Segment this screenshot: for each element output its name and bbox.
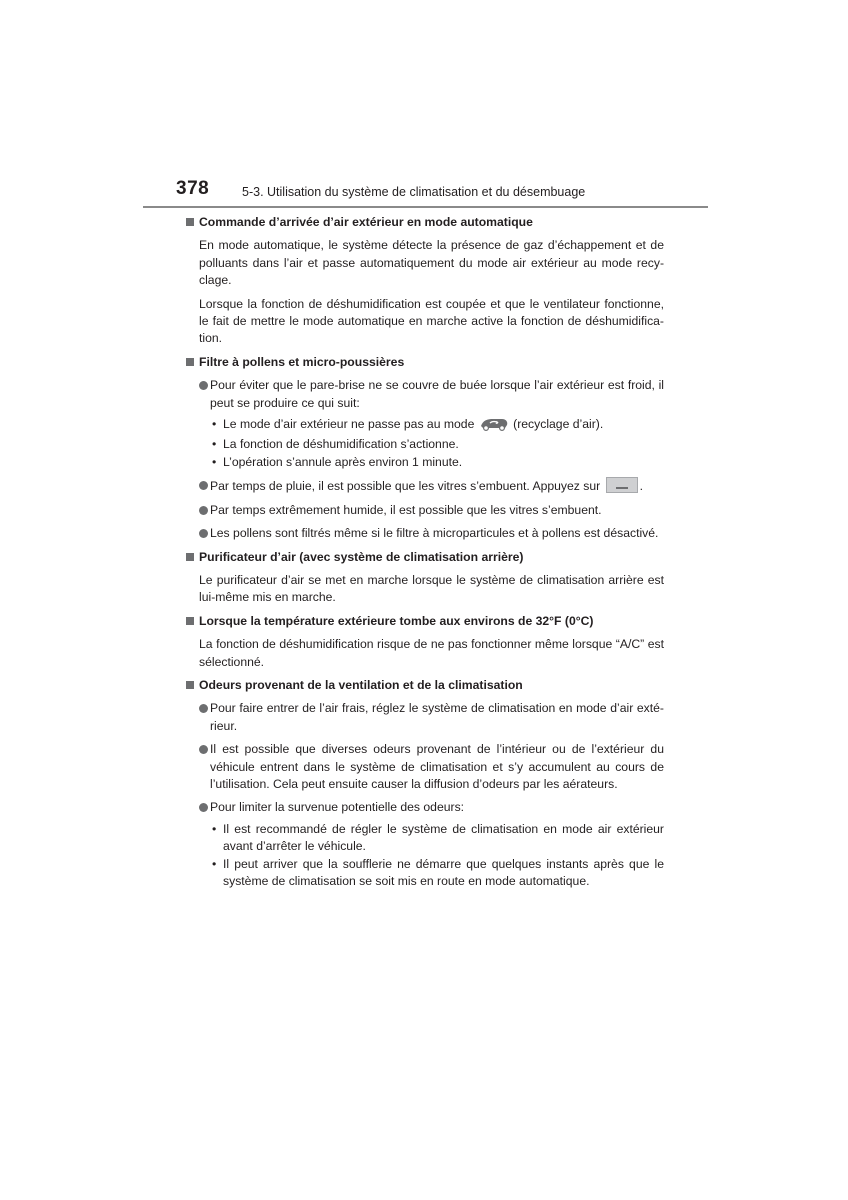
list-item [210, 377, 664, 412]
page-number: 378 [176, 178, 210, 199]
list-item-text: Pour éviter que le pare-brise ne se couvre de buée lorsque l’air extérieur est froid, il peut se produire ce qui suit: [210, 378, 664, 410]
sub-bullet-marker: • [212, 454, 217, 469]
list-item-text: Il est possible que diverses odeurs provenant de l’intérieur ou de l’extérieur du véhicule entrent dans le système de climatisation et s’y accumulent au cours de l’utilisation. Cela peut ensuite causer la diffusion d’odeurs par les aérateurs. [210, 742, 664, 791]
heading-text: Commande d’arrivée d’air extérieur en mode automatique [199, 215, 533, 229]
list-item-text: Pour limiter la survenue potentielle des odeurs: [210, 800, 465, 815]
list-item [210, 477, 664, 495]
list-item-text: Les pollens sont filtrés même si le filtre à microparticules et à pollens est désactivé. [210, 526, 659, 541]
heading-text: Lorsque la température extérieure tombe aux environs de 32°F (0°C) [199, 613, 594, 628]
round-bullet-icon [199, 704, 208, 713]
sub-list-item [212, 436, 664, 453]
list-item-text: Pour faire entrer de l’air frais, réglez le système de climatisation en mode d’air exté- rieur. [210, 701, 664, 733]
list-item-text: Par temps de pluie, il est possible que les vitres s’embuent. Appuyez sur [210, 479, 601, 494]
page-header [176, 178, 707, 207]
square-bullet-icon [186, 681, 194, 689]
list-item-text: . [639, 479, 643, 494]
sub-item-text: Le mode d’air extérieur ne passe pas au mode [223, 417, 475, 432]
section-heading [186, 354, 664, 371]
sub-item-text: Il est recommandé de régler le système de climatisation en mode air extérieur avant d’arrêter le véhicule. [223, 821, 664, 854]
paragraph: La fonction de déshumidification risque de ne pas fonctionner même lorsque “A/C” est sélectionné. [199, 637, 664, 669]
heading-text: Purificateur d’air (avec système de climatisation arrière) [199, 549, 524, 564]
sub-item-text: La fonction de déshumidification s’actionne. [223, 437, 459, 452]
paragraph: Lorsque la fonction de déshumidification est coupée et que le ventilateur fonctionne, le fait de mettre le mode automatique en marche active la fonction de déshumidifica- tion. [199, 296, 664, 346]
sub-list [186, 416, 664, 471]
header-rule [143, 206, 708, 208]
sub-item-text: (recyclage d’air). [513, 417, 604, 432]
round-bullet-icon [199, 481, 208, 490]
list-item [210, 525, 664, 542]
square-bullet-icon [186, 358, 194, 366]
square-bullet-icon [186, 617, 194, 625]
page-content [186, 214, 664, 896]
list-item [210, 741, 664, 793]
paragraph: En mode automatique, le système détecte la présence de gaz d’échappement et de polluants dans l’air et passe automatiquement du mode air extérieur au mode recy- clage. [199, 238, 664, 288]
round-bullet-icon [199, 381, 208, 390]
list-item [210, 799, 664, 816]
sub-list [186, 821, 664, 891]
sub-list-item [212, 821, 664, 856]
sub-bullet-marker: • [212, 437, 217, 452]
list-item [210, 700, 664, 735]
heading-text: Filtre à pollens et micro-poussières [199, 354, 405, 369]
square-bullet-icon [186, 553, 194, 561]
sub-list-item [212, 856, 664, 891]
sub-list-item [212, 416, 664, 436]
sub-bullet-marker: • [212, 856, 217, 871]
section-heading [186, 677, 664, 694]
recirculation-icon [478, 417, 510, 436]
round-bullet-icon [199, 745, 208, 754]
section-title: 5-3. Utilisation du système de climatisation et du désembuage [242, 185, 586, 199]
round-bullet-icon [199, 803, 208, 812]
round-bullet-icon [199, 506, 208, 515]
list-item [210, 502, 664, 519]
sub-item-text: Il peut arriver que la soufflerie ne démarre que quelques instants après que le système de climatisation se soit mis en route en mode automatique. [223, 856, 664, 888]
paragraph: Le purificateur d’air se met en marche lorsque le système de climatisation arrière est lui-même mis en marche. [199, 572, 664, 605]
list-item-text: Par temps extrêmement humide, il est possible que les vitres s’embuent. [210, 502, 602, 517]
section-heading [186, 214, 664, 231]
sub-bullet-marker: • [212, 417, 217, 432]
section-heading [186, 549, 664, 566]
square-bullet-icon [186, 218, 194, 226]
round-bullet-icon [199, 529, 208, 538]
heading-text: Odeurs provenant de la ventilation et de la climatisation [199, 677, 523, 692]
sub-item-text: L’opération s’annule après environ 1 minute. [223, 454, 463, 469]
windshield-defogger-button-icon [606, 477, 638, 493]
sub-bullet-marker: • [212, 821, 217, 836]
section-heading [186, 613, 664, 630]
sub-list-item [212, 454, 664, 471]
